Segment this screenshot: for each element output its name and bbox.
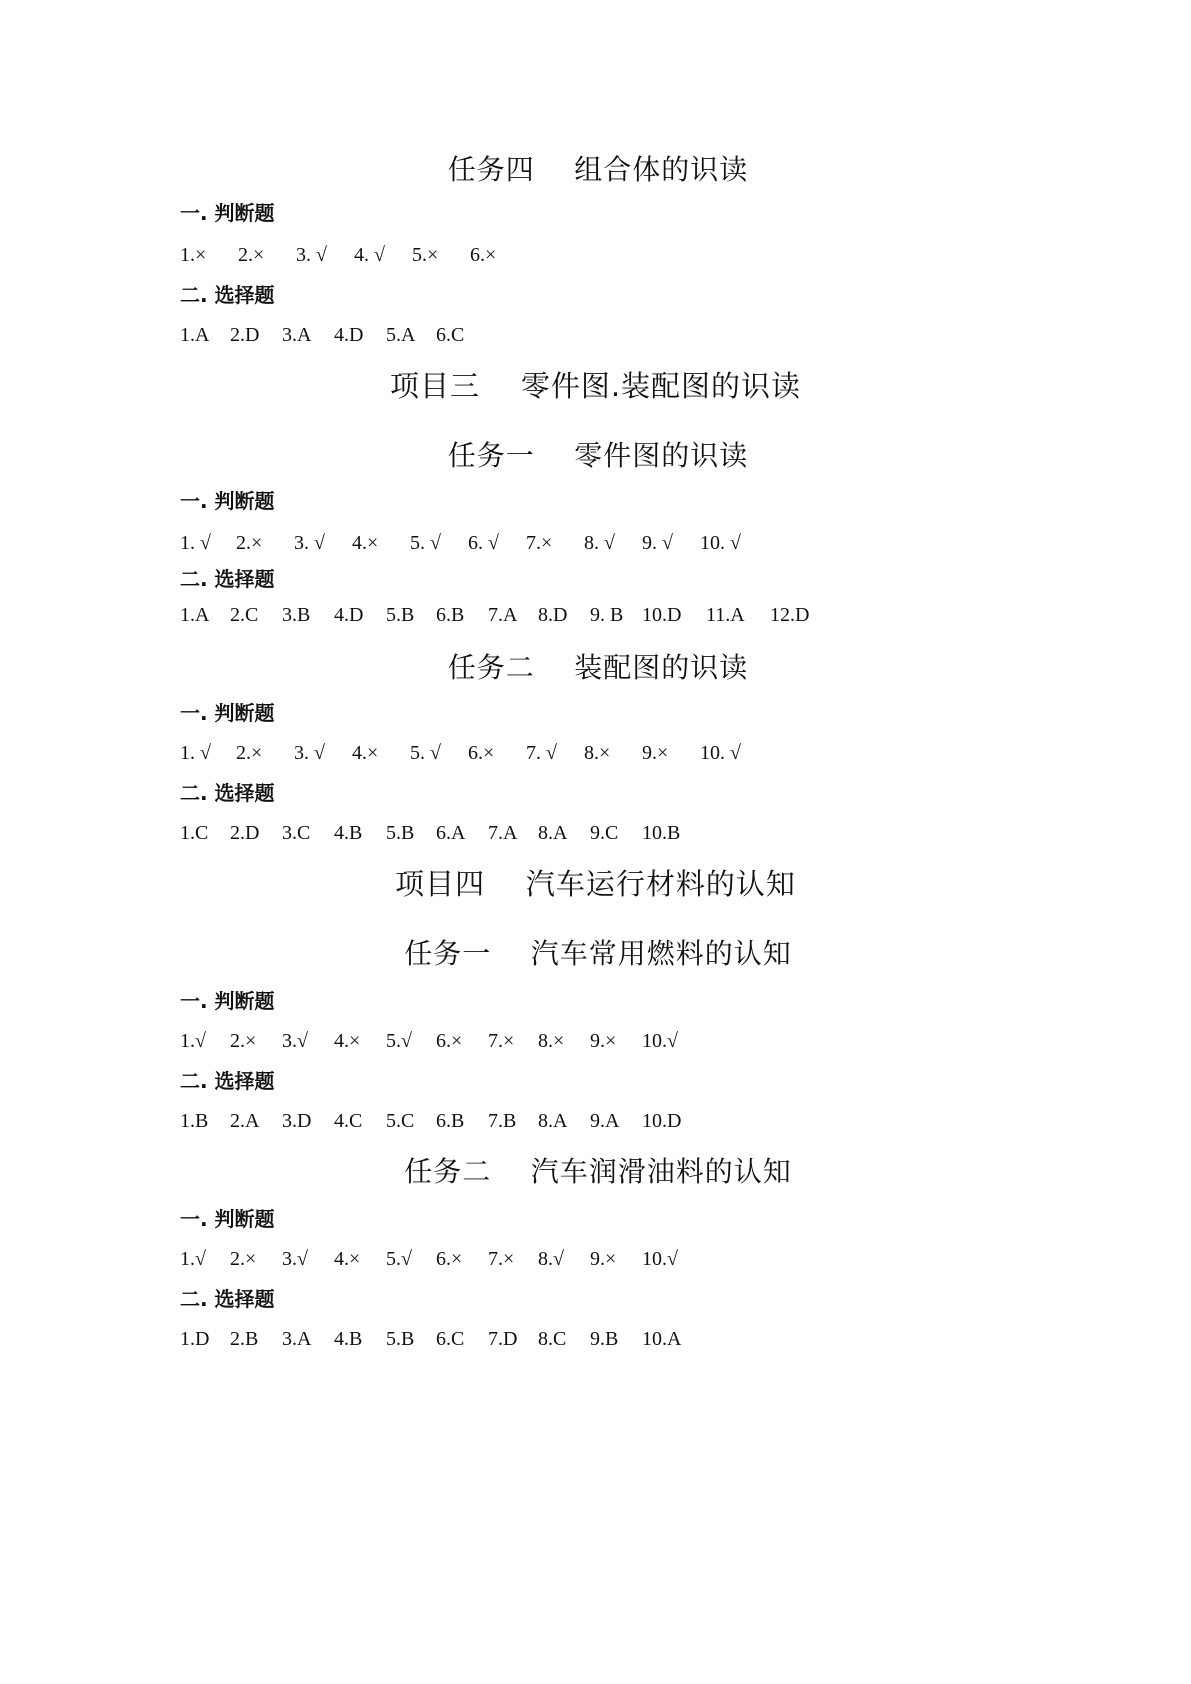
answer-item: 1. √ xyxy=(180,742,211,764)
answer-item: 3. √ xyxy=(294,532,325,554)
answer-item: 7.× xyxy=(488,1248,515,1270)
project-heading: 项目四 汽车运行材料的认知 xyxy=(395,867,796,901)
answer-item: 8.× xyxy=(538,1030,565,1052)
answer-item: 6.C xyxy=(436,324,465,346)
answer-item: 6.× xyxy=(436,1248,463,1270)
question-type-heading: 二. 选择题 xyxy=(180,1069,275,1093)
answer-item: 2.× xyxy=(236,742,263,764)
answer-item: 4.C xyxy=(334,1110,363,1132)
answer-item: 3.√ xyxy=(282,1248,308,1270)
question-type-heading: 一. 判断题 xyxy=(180,489,275,513)
answer-item: 4.D xyxy=(334,604,364,626)
question-type-heading: 一. 判断题 xyxy=(180,1207,275,1231)
answer-item: 8.A xyxy=(538,822,568,844)
answer-item: 2.D xyxy=(230,822,260,844)
answer-item: 5.C xyxy=(386,1110,415,1132)
answer-item: 10.A xyxy=(642,1328,682,1350)
answer-item: 6.C xyxy=(436,1328,465,1350)
answer-item: 7. √ xyxy=(526,742,557,764)
answer-item: 12.D xyxy=(770,604,810,626)
answer-row xyxy=(180,738,980,768)
question-type-heading: 一. 判断题 xyxy=(180,989,275,1013)
answer-item: 10.B xyxy=(642,822,681,844)
answer-item: 8.√ xyxy=(538,1248,564,1270)
answer-item: 9.× xyxy=(642,742,669,764)
answer-row xyxy=(180,1106,980,1136)
answer-item: 1.A xyxy=(180,604,210,626)
answer-item: 7.× xyxy=(526,532,553,554)
answer-item: 3. √ xyxy=(294,742,325,764)
answer-row xyxy=(180,1324,980,1354)
answer-item: 3.C xyxy=(282,822,311,844)
task-heading: 任务一 汽车常用燃料的认知 xyxy=(404,937,792,970)
answer-item: 6. √ xyxy=(468,532,499,554)
question-type-heading: 二. 选择题 xyxy=(180,1287,275,1311)
answer-item: 5. √ xyxy=(410,742,441,764)
project-heading: 项目三 零件图.装配图的识读 xyxy=(389,369,802,403)
answer-item: 7.B xyxy=(488,1110,517,1132)
question-type-heading: 二. 选择题 xyxy=(180,781,275,805)
task-heading: 任务二 装配图的识读 xyxy=(447,651,749,684)
answer-item: 4.B xyxy=(334,1328,363,1350)
answer-item: 2.× xyxy=(236,532,263,554)
answer-item: 1.√ xyxy=(180,1030,206,1052)
answer-item: 1.D xyxy=(180,1328,210,1350)
answer-item: 3.B xyxy=(282,604,311,626)
answer-item: 4.× xyxy=(334,1248,361,1270)
answer-item: 2.× xyxy=(238,244,265,266)
answer-item: 8.C xyxy=(538,1328,567,1350)
answer-item: 2.B xyxy=(230,1328,259,1350)
answer-row xyxy=(180,818,980,848)
question-type-heading: 二. 选择题 xyxy=(180,283,275,307)
answer-item: 6.B xyxy=(436,1110,465,1132)
answer-item: 2.C xyxy=(230,604,259,626)
answer-item: 4.× xyxy=(352,532,379,554)
answer-item: 5.√ xyxy=(386,1248,412,1270)
answer-item: 4.B xyxy=(334,822,363,844)
answer-row xyxy=(180,240,980,270)
answer-item: 5.√ xyxy=(386,1030,412,1052)
answer-row xyxy=(180,320,980,350)
answer-item: 11.A xyxy=(706,604,745,626)
answer-item: 8. √ xyxy=(584,532,615,554)
answer-item: 4.D xyxy=(334,324,364,346)
answer-item: 1. √ xyxy=(180,532,211,554)
answer-item: 4.× xyxy=(352,742,379,764)
answer-item: 3.A xyxy=(282,324,312,346)
answer-item: 1.B xyxy=(180,1110,209,1132)
answer-item: 5.B xyxy=(386,1328,415,1350)
answer-item: 7.D xyxy=(488,1328,518,1350)
answer-item: 4.× xyxy=(334,1030,361,1052)
answer-item: 9.× xyxy=(590,1248,617,1270)
answer-item: 6.× xyxy=(436,1030,463,1052)
answer-item: 5.× xyxy=(412,244,439,266)
answer-item: 8.D xyxy=(538,604,568,626)
answer-item: 1.√ xyxy=(180,1248,206,1270)
answer-item: 2.D xyxy=(230,324,260,346)
answer-item: 6.A xyxy=(436,822,466,844)
answer-item: 10.D xyxy=(642,1110,682,1132)
answer-item: 10. √ xyxy=(700,532,741,554)
task-heading: 任务一 零件图的识读 xyxy=(447,439,749,472)
answer-item: 7.× xyxy=(488,1030,515,1052)
answer-item: 5.A xyxy=(386,324,416,346)
answer-item: 7.A xyxy=(488,822,518,844)
question-type-heading: 二. 选择题 xyxy=(180,567,275,591)
answer-item: 3.A xyxy=(282,1328,312,1350)
answer-item: 6.× xyxy=(468,742,495,764)
answer-item: 2.× xyxy=(230,1030,257,1052)
answer-item: 9. √ xyxy=(642,532,673,554)
answer-item: 10.D xyxy=(642,604,682,626)
answer-item: 8.× xyxy=(584,742,611,764)
answer-item: 6.× xyxy=(470,244,497,266)
question-type-heading: 一. 判断题 xyxy=(180,701,275,725)
answer-item: 10.√ xyxy=(642,1248,678,1270)
answer-row xyxy=(180,1244,980,1274)
task-heading: 任务四 组合体的识读 xyxy=(447,153,749,186)
answer-item: 1.A xyxy=(180,324,210,346)
answer-row xyxy=(180,1026,980,1056)
answer-item: 9.A xyxy=(590,1110,620,1132)
answer-item: 2.A xyxy=(230,1110,260,1132)
answer-item: 1.× xyxy=(180,244,207,266)
answer-item: 9. B xyxy=(590,604,624,626)
answer-item: 3. √ xyxy=(296,244,327,266)
answer-item: 5. √ xyxy=(410,532,441,554)
answer-item: 2.× xyxy=(230,1248,257,1270)
task-heading: 任务二 汽车润滑油料的认知 xyxy=(404,1155,792,1188)
answer-item: 3.D xyxy=(282,1110,312,1132)
answer-item: 9.C xyxy=(590,822,619,844)
answer-item: 5.B xyxy=(386,822,415,844)
answer-item: 3.√ xyxy=(282,1030,308,1052)
answer-row xyxy=(180,528,980,558)
answer-item: 10. √ xyxy=(700,742,741,764)
answer-item: 7.A xyxy=(488,604,518,626)
answer-item: 1.C xyxy=(180,822,209,844)
answer-item: 5.B xyxy=(386,604,415,626)
answer-item: 4. √ xyxy=(354,244,385,266)
answer-item: 8.A xyxy=(538,1110,568,1132)
answer-item: 9.× xyxy=(590,1030,617,1052)
answer-item: 6.B xyxy=(436,604,465,626)
question-type-heading: 一. 判断题 xyxy=(180,201,275,225)
answer-row xyxy=(180,600,980,630)
answer-item: 9.B xyxy=(590,1328,619,1350)
answer-item: 10.√ xyxy=(642,1030,678,1052)
